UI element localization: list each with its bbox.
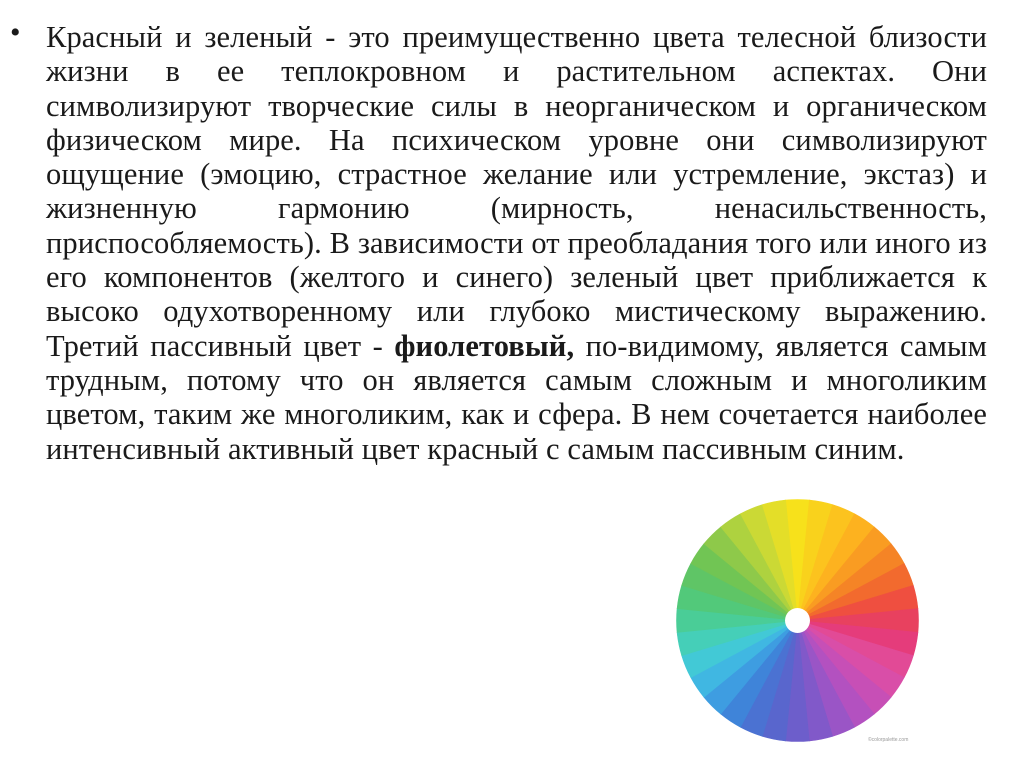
bullet-marker: • [10, 16, 21, 49]
color-wheel-image [675, 498, 920, 743]
wheel-center-hole [785, 608, 810, 633]
paragraph-text-part-1: Красный и зеленый - это преимущественно цвета телесной близости жизни в ее теплокровном и растительном аспектах. Они символизируют творческие силы в неорганическом и органическом физическом мире. На психическом уровне они символизируют ощущение (эмоцию, страстное желание или устремление, экстаз) и жизненную гармонию (мирность, ненасильственность, приспособляемость). В зависимости от преобладания того или иного из его компонентов (желтого и синего) зеленый цвет приближается к высоко одухотворенному или глубоко мистическому выражению. Третий пассивный цвет - [46, 20, 987, 363]
body-paragraph [46, 20, 987, 466]
image-credit: ©colorpalette.com [868, 737, 909, 743]
paragraph-text-part-2: по-видимому, является самым трудным, потому что он является самым сложным и многоликим цветом, таким же многоликим, как и сфера. В нем сочетается наиболее интенсивный активный цвет красный с самым пассивным синим. [46, 328, 987, 466]
bold-term: фиолетовый, [394, 328, 575, 363]
